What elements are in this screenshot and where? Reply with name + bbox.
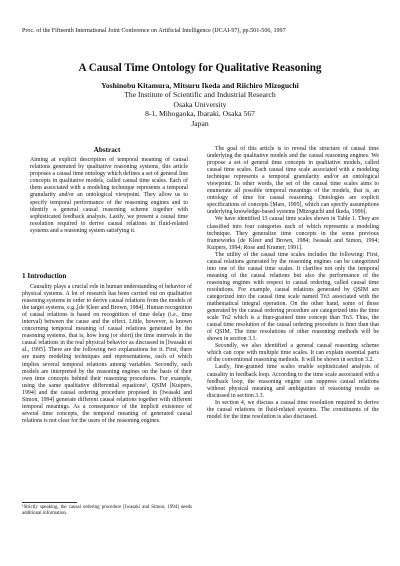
right-column [207, 146, 379, 421]
introduction-heading: 1 Introduction [22, 272, 67, 280]
address: 8-1, Mihogaoka, Ibaraki, Osaka 567 [145, 109, 255, 119]
right-paragraph: In section 4, we discuss a causal time resolution required to derive the causal relations in fluid-related systems. The constituents of the model for the time resolution is also discussed. [207, 399, 379, 420]
university: Osaka University [173, 99, 227, 109]
paper-title: A Causal Time Ontology for Qualitative Reasoning [78, 62, 322, 74]
footnote-rule [22, 502, 77, 503]
author-names: Yoshinobu Kitamura, Mitsuru Ikeda and Riichiro Mizoguchi [101, 81, 299, 90]
abstract-text: Aiming at explicit description of temporal meaning of causal relations generated by qualitative reasoning systems, this article proposes a causal time ontology which defines a set of general line concepts in qualitative models, called causal time scales. Each of them associated with a modeling technique represents a temporal granularity and/or an ontological viewpoint. They allow us to specify temporal performance of the reasoning engines and to identify a general causal reasoning scheme together with sophisticated feedback analysis. Lastly, we present a causal time resolution required to derive causal relations in fluid-related systems and a reasoning system satisfying it. [30, 157, 188, 234]
right-paragraph: We have identified 13 causal time scales shown in Table 1. They are classified into four categories each of which represents a modeling technique. They generalize time concepts in the some previous frameworks [de Kleer and Brown, 1984; Iwasaki and Simon, 1994; Kuipers, 1994; Rose and Kramer, 1991]. [207, 216, 379, 251]
right-paragraph: The utility of the causal time scales includes the following: First, causal relations generated by the reasoning engines can be categorized into one of the causal time scales. It clarifies not only the temporal meaning of the causal relations but also the performance of the reasoning engines with respect to causal ordering, called causal time resolutions. For example, causal relations generated by QSIM are categorized into the causal time scale named Tn3 associated with the mathematical integral operation. On the other hand, some of those generated by the causal ordering procedure are categorized into the time scale Tn2 which is a finer-grained time concept than Tn3. Thus, the causal time resolution of the causal ordering procedure is finer than that of QSIM. The time resolutions of other reasoning methods will be shown in section 3.1. [207, 251, 379, 343]
affiliation: The Institute of Scientific and Industrial Research [124, 90, 276, 100]
footnote: ¹Strictly speaking, the causal ordering procedure [Iwasaki and Simon, 1994] needs additional information. [22, 505, 192, 516]
introduction-text: Causality plays a crucial role in human understanding of behavior of physical systems. A lot of research has been carried out on qualitative reasoning systems in order to derive causal relations from the models of the target systems, e.g.,[de Kleer and Brown, 1984]. Human recognition of causal relations is based on recognition of time delay (i.e., time interval) between the cause and the effect. Little, however, is known concerning temporal meaning of causal relations generated by the reasoning systems, that is, how long (or short) the time intervals in the causal relations in the real physical behavior as discussed in [Iwasaki et al., 1995]. There are the following two explanations for it. First, there are many modeling techniques and representations, each of which implies several temporal relations among variables. Secondly, such models are interpreted by the reasoning engines on the basis of their own time concepts behind their reasoning procedures. For example, using the same qualitative differential equations¹, QSIM [Kuipers, 1994] and the causal ordering procedure proposed in [Iwasaki and Simon, 1994] generate different causal relations together with different temporal meanings. As a consequence of the implicit existence of several time concepts, the temporal meaning of generated causal relations is not clear for the users of the reasoning engines. [22, 284, 192, 424]
abstract-heading: Abstract [93, 146, 121, 154]
country: Japan [191, 118, 209, 128]
right-paragraph: Lastly, fine-grained time scales enable sophisticated analysis of causality in feedback loop. According to the time scale associated with a feedback loop, the reasoning engine can suppress causal relations without physical meaning and ambiguities of reasoning results as discussed in section 3.3. [207, 364, 379, 399]
author-block [0, 81, 400, 128]
right-paragraph: Secondly, we also identified a general causal reasoning scheme which can cope with multiple time scales. It can explain essential parts of the conventional reasoning methods. It will be shown in section 3.2. [207, 343, 379, 364]
right-paragraph: The goal of this article is to reveal the structure of causal time underlying the qualitative models and the causal reasoning engines. We propose a set of general time concepts in qualitative models, called causal time scales. Each causal time scale associated with a modeling technique represents a temporal granularity and/or an ontological viewpoint. In other words, the set of the causal time scales aims to enumerate all possible temporal meanings of the models, that is, an ontology of time for causal reasoning. Ontologies are explicit specifications of concepts [Mars, 1995], which can specify assumptions underlying knowledge-based systems [Mizoguchi and Ikeda, 1996]. [207, 146, 379, 216]
proceedings-header: Proc. of the Fifteenth International Joint Conference on Artificial Intelligence (IJCAI-97), pp.501-506, 1997 [22, 28, 286, 34]
